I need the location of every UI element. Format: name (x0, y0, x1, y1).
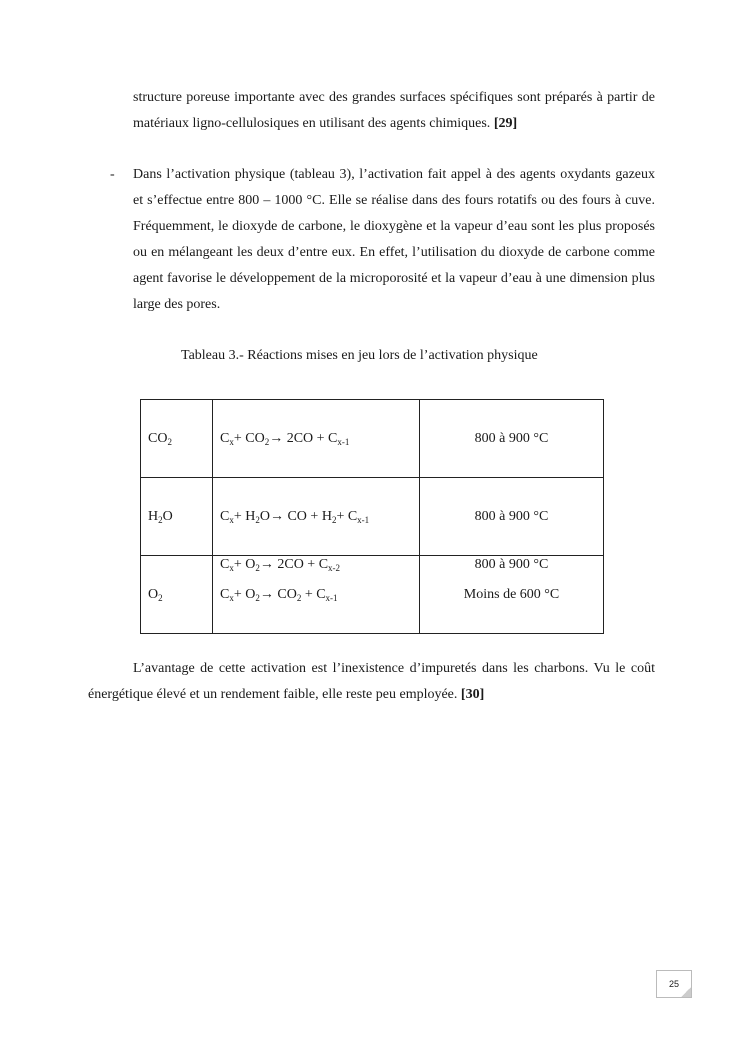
agent-cell: $CO_2$ (141, 400, 213, 478)
paragraph-intro (133, 85, 655, 137)
temperature-cell: 800 à 900 °C (420, 478, 604, 556)
paragraph-intro-text: structure poreuse importante avec des grandes surfaces spécifiques sont préparés à partir de matériaux ligno-cellulosiques en utilisant des agents chimiques. (133, 90, 655, 131)
reaction-cell: $C_x+ CO_2\to 2CO + C_{x-1}$ (213, 400, 420, 478)
agent-cell: $O_2$ (141, 556, 213, 634)
reaction-line: $C_x+ O_2\to CO_2 + C_{x-1}$ (220, 587, 338, 603)
reference-29: [29] (493, 116, 518, 131)
agent-cell: $H_2O$ (141, 478, 213, 556)
page-number: 25 (668, 979, 679, 989)
reactions-table (140, 399, 604, 634)
reaction-cell (213, 556, 420, 634)
page-number-box (656, 970, 692, 998)
paragraph-physical-activation: Dans l’activation physique (tableau 3), l’activation fait appel à des agents oxydants gazeux et s’effectue entre 800 – 1000 °C. Elle se réalise dans des fours rotatifs ou des fours à cuve. Fréquemment, le dioxyde de carbone, le dioxygène et la vapeur d’eau sont les plus proposés ou en mélangeant les deux d’entre eux. En effet, l’utilisation du dioxyde de carbone comme agent favorise le développement de la microporosité et la vapeur d’eau à une dimension plus large des pores. (133, 167, 655, 312)
reference-30: [30] (460, 687, 485, 702)
temperature-line: Moins de 600 °C (463, 587, 560, 602)
table-row-co2 (141, 400, 604, 478)
bullet-dash: - (110, 167, 115, 182)
temperature-line: 800 à 900 °C (474, 557, 549, 572)
table-row-h2o (141, 478, 604, 556)
temperature-cell: 800 à 900 °C (420, 400, 604, 478)
table-caption: Tableau 3.- Réactions mises en jeu lors de l’activation physique (181, 348, 538, 363)
reaction-line: $C_x+ O_2\to 2CO + C_{x-2}$ (220, 557, 341, 573)
table-row-o2 (141, 556, 604, 634)
page-fold-icon (681, 987, 691, 997)
paragraph-conclusion (88, 656, 655, 708)
paragraph-conclusion-text: L’avantage de cette activation est l’inexistence d’impuretés dans les charbons. Vu le coût énergétique élevé et un rendement faible, elle reste peu employée. (88, 661, 655, 702)
reaction-cell: $C_x+ H_2O\to$ CO + $H_2+ C_{x-1}$ (213, 478, 420, 556)
temperature-cell (420, 556, 604, 634)
